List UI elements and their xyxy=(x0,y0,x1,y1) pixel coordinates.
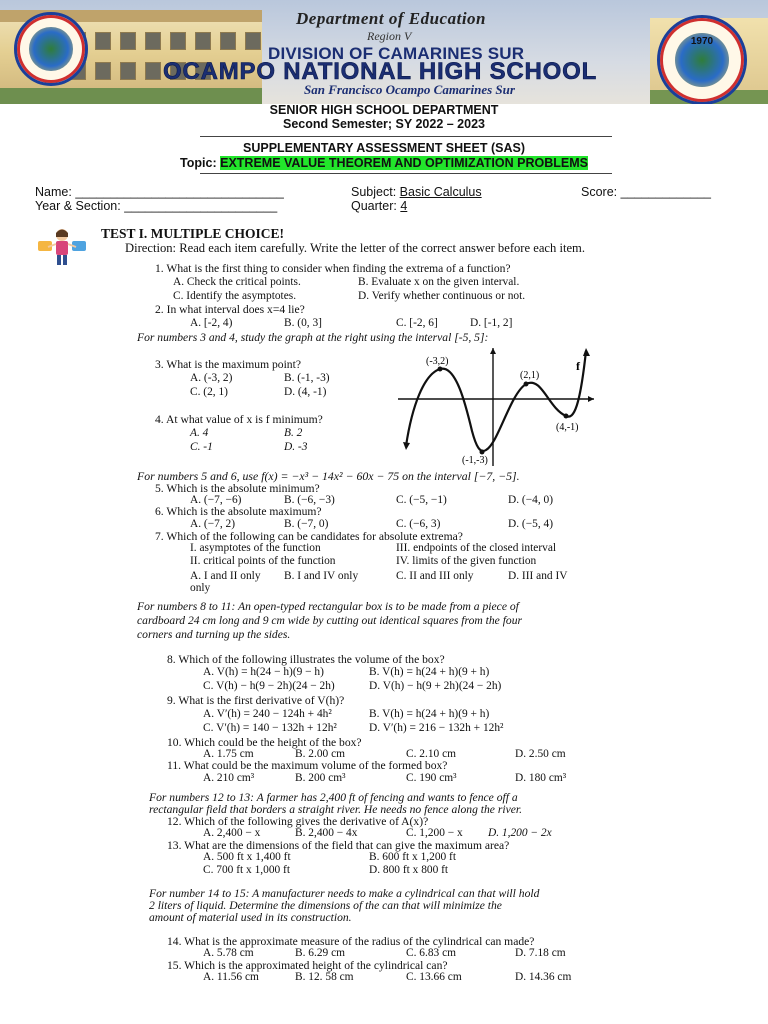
graph-label-min: (-1,-3) xyxy=(462,455,488,466)
test-title: TEST I. MULTIPLE CHOICE! xyxy=(101,226,285,241)
question-3: 3. What is the maximum point? xyxy=(155,358,301,371)
q9-option-b: B. V(h) = h(24 + h)(9 + h) xyxy=(369,708,490,720)
q5-option-c: C. (−5, −1) xyxy=(396,494,447,506)
q13-option-a: A. 500 ft x 1,400 ft xyxy=(203,851,291,863)
q13-option-c: C. 700 ft x 1,000 ft xyxy=(203,864,291,876)
deped-seal-logo xyxy=(14,12,88,86)
q12-option-a: A. 2,400 − x xyxy=(203,827,261,839)
question-5: 5. Which is the absolute minimum? xyxy=(155,482,320,495)
question-13: 13. What are the dimensions of the field that can give the maximum area? xyxy=(167,839,510,852)
name-field[interactable]: Name: ______________________________ xyxy=(35,185,284,199)
question-7: 7. Which of the following can be candidates for absolute extrema? xyxy=(155,530,463,543)
graph-label-local-max: (2,1) xyxy=(520,370,540,381)
q1-option-c: C. Identify the asymptotes. xyxy=(173,290,297,302)
header-rule xyxy=(200,136,612,137)
q12-option-c: C. 1,200 − x xyxy=(406,827,463,839)
q4-option-a: A. 4 xyxy=(190,427,209,439)
student-mascot-image xyxy=(36,227,88,267)
q2-option-c: C. [-2, 6] xyxy=(396,317,438,329)
q4-option-d: D. -3 xyxy=(284,441,308,453)
topic-value: EXTREME VALUE THEOREM AND OPTIMIZATION PROBLEMS xyxy=(220,156,588,170)
q13-option-d: D. 800 ft x 800 ft xyxy=(369,864,449,876)
q9-option-c: C. V′(h) = 140 − 132h + 12h² xyxy=(203,722,337,734)
sheet-title: SUPPLEMENTARY ASSESSMENT SHEET (SAS) xyxy=(243,141,525,155)
q2-option-b: B. (0, 3] xyxy=(284,317,322,329)
context-8-11-line2: cardboard 24 cm long and 9 cm wide by cutting out identical squares from the four xyxy=(137,614,523,627)
context-14-15-line2: 2 liters of liquid. Determine the dimensions of the can that will minimize the xyxy=(149,899,502,912)
banner-department: Department of Education xyxy=(296,9,487,28)
q5-option-b: B. (−6, −3) xyxy=(284,494,335,506)
question-9: 9. What is the first derivative of V(h)? xyxy=(167,694,345,707)
q11-option-c: C. 190 cm³ xyxy=(406,772,457,784)
context-12-13-line1: For numbers 12 to 13: A farmer has 2,400 ft of fencing and wants to fence off a xyxy=(149,791,518,804)
year-section-field[interactable]: Year & Section: ______________________ xyxy=(35,199,278,213)
banner-school-name: OCAMPO NATIONAL HIGH SCHOOL xyxy=(163,58,598,85)
q8-option-b: B. V(h) = h(24 + h)(9 + h) xyxy=(369,666,490,678)
context-14-15-line3: amount of material used in its construction. xyxy=(149,911,352,924)
q1-option-b: B. Evaluate x on the given interval. xyxy=(358,276,520,288)
q7-item-iv: IV. limits of the given function xyxy=(396,555,537,567)
q3-option-b: B. (-1, -3) xyxy=(284,372,330,384)
q6-option-c: C. (−6, 3) xyxy=(396,518,441,530)
q4-option-c: C. -1 xyxy=(190,441,213,453)
q1-option-d: D. Verify whether continuous or not. xyxy=(358,290,526,302)
question-12: 12. Which of the following gives the derivative of A(x)? xyxy=(167,815,429,828)
banner-region: Region V xyxy=(367,29,412,43)
q7-option-c: C. II and III only xyxy=(396,570,474,582)
context-14-15-line1: For number 14 to 15: A manufacturer needs to make a cylindrical can that will hold xyxy=(149,887,540,900)
q14-option-b: B. 6.29 cm xyxy=(295,947,345,959)
q15-option-b: B. 12. 58 cm xyxy=(295,971,354,983)
q11-option-d: D. 180 cm³ xyxy=(515,772,567,784)
header-rule-bottom xyxy=(200,173,612,174)
q7-option-b: B. I and IV only xyxy=(284,570,359,582)
q14-option-a: A. 5.78 cm xyxy=(203,947,254,959)
q3-option-a: A. (-3, 2) xyxy=(190,372,233,384)
q7-option-a: A. I and II only xyxy=(190,570,261,582)
q11-option-b: B. 200 cm³ xyxy=(295,772,346,784)
q12-option-b: B. 2,400 − 4x xyxy=(295,827,358,839)
question-8: 8. Which of the following illustrates the volume of the box? xyxy=(167,653,445,666)
context-3-4: For numbers 3 and 4, study the graph at the right using the interval [-5, 5]: xyxy=(137,331,489,344)
shs-department: SENIOR HIGH SCHOOL DEPARTMENT xyxy=(269,103,499,117)
graph-label-max: (-3,2) xyxy=(426,356,449,367)
topic-line xyxy=(0,156,768,170)
q7-item-i: I. asymptotes of the function xyxy=(190,542,321,554)
question-14: 14. What is the approximate measure of the radius of the cylindrical can made? xyxy=(167,935,535,948)
q3-option-d: D. (4, -1) xyxy=(284,386,327,398)
q15-option-a: A. 11.56 cm xyxy=(203,971,259,983)
q5-option-d: D. (−4, 0) xyxy=(508,494,554,506)
q13-option-b: B. 600 ft x 1,200 ft xyxy=(369,851,457,863)
q15-option-c: C. 13.66 cm xyxy=(406,971,462,983)
context-8-11-line1: For numbers 8 to 11: An open-typed rectangular box is to be made from a piece of xyxy=(137,600,519,613)
q2-option-d: D. [-1, 2] xyxy=(470,317,513,329)
q10-option-c: C. 2.10 cm xyxy=(406,748,456,760)
q7-item-iii: III. endpoints of the closed interval xyxy=(396,542,557,554)
q14-option-d: D. 7.18 cm xyxy=(515,947,566,959)
semester-line: Second Semester; SY 2022 – 2023 xyxy=(283,117,485,131)
q10-option-d: D. 2.50 cm xyxy=(515,748,566,760)
graph-label-local-min: (4,-1) xyxy=(556,422,579,433)
school-banner xyxy=(0,0,768,104)
q8-option-d: D. V(h) − h(9 + 2h)(24 − 2h) xyxy=(369,680,502,692)
question-10: 10. Which could be the height of the box? xyxy=(167,736,362,749)
subject-field: Subject: Basic Calculus xyxy=(351,185,482,199)
q12-option-d: D. 1,200 − 2x xyxy=(488,827,552,839)
q14-option-c: C. 6.83 cm xyxy=(406,947,456,959)
context-8-11-line3: corners and turning up the sides. xyxy=(137,628,291,641)
q9-option-a: A. V′(h) = 240 − 124h + 4h² xyxy=(203,708,332,720)
context-5-6: For numbers 5 and 6, use f(x) = −x³ − 14x² − 60x − 75 on the interval [−7, −5]. xyxy=(137,469,520,483)
q7-item-ii: II. critical points of the function xyxy=(190,555,336,567)
q7-option-d-cont: only xyxy=(190,582,211,594)
question-15: 15. Which is the approximated height of the cylindrical can? xyxy=(167,959,448,972)
graph-label-f: f xyxy=(576,359,580,373)
q6-option-a: A. (−7, 2) xyxy=(190,518,236,530)
q9-option-d: D. V′(h) = 216 − 132h + 12h² xyxy=(369,722,504,734)
quarter-field: Quarter: 4 xyxy=(351,199,408,213)
question-4: 4. At what value of x is f minimum? xyxy=(155,413,323,426)
test-direction: Direction: Read each item carefully. Write the letter of the correct answer before each item. xyxy=(125,241,585,255)
q4-option-b: B. 2 xyxy=(284,427,303,439)
score-field[interactable]: Score: _____________ xyxy=(581,185,711,199)
q2-option-a: A. [-2, 4) xyxy=(190,317,233,329)
school-seal-logo: 1970 xyxy=(657,15,747,104)
q11-option-a: A. 210 cm³ xyxy=(203,772,255,784)
q6-option-d: D. (−5, 4) xyxy=(508,518,554,530)
q7-option-d: D. III and IV xyxy=(508,570,568,582)
q15-option-d: D. 14.36 cm xyxy=(515,971,572,983)
q8-option-c: C. V(h) − h(9 − 2h)(24 − 2h) xyxy=(203,680,335,692)
q5-option-a: A. (−7, −6) xyxy=(190,494,242,506)
question-6: 6. Which is the absolute maximum? xyxy=(155,505,322,518)
question-11: 11. What could be the maximum volume of the formed box? xyxy=(167,759,448,772)
context-12-13-line2: rectangular field that borders a straight river. He needs no fence along the river. xyxy=(149,803,522,816)
banner-division: DIVISION OF CAMARINES SUR xyxy=(268,44,525,63)
q1-option-a: A. Check the critical points. xyxy=(173,276,301,288)
q8-option-a: A. V(h) = h(24 − h)(9 − h) xyxy=(203,666,324,678)
topic-label: Topic: xyxy=(180,156,217,170)
banner-address: San Francisco Ocampo Camarines Sur xyxy=(304,82,515,97)
question-2: 2. In what interval does x=4 lie? xyxy=(155,303,305,316)
q10-option-b: B. 2.00 cm xyxy=(295,748,345,760)
q3-option-c: C. (2, 1) xyxy=(190,386,228,398)
question-1: 1. What is the first thing to consider when finding the extrema of a function? xyxy=(155,262,511,275)
function-graph xyxy=(398,346,594,466)
q6-option-b: B. (−7, 0) xyxy=(284,518,329,530)
q10-option-a: A. 1.75 cm xyxy=(203,748,254,760)
